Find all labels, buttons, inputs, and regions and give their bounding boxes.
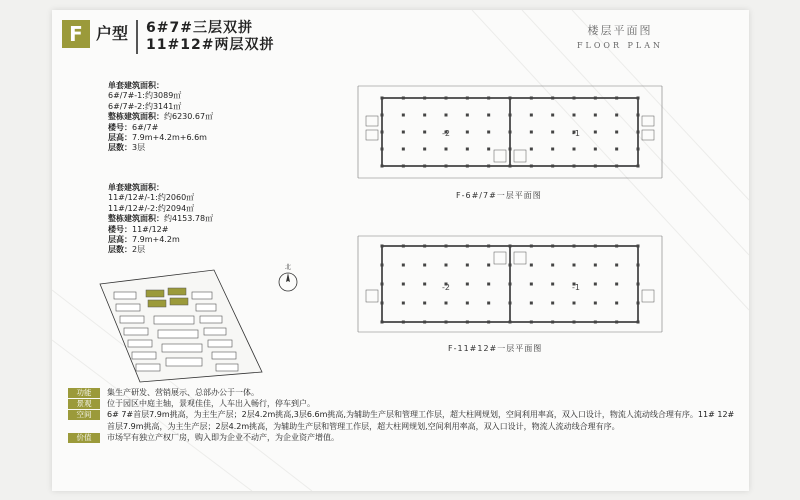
structural-column	[615, 97, 618, 100]
structural-column	[423, 131, 426, 134]
structural-column	[487, 97, 490, 100]
structural-column	[551, 245, 554, 248]
building-row	[108, 123, 213, 133]
structural-column	[530, 165, 533, 168]
site-building	[124, 328, 148, 335]
structural-column	[594, 165, 597, 168]
feature-row	[68, 409, 738, 431]
floor-plan-heading	[577, 22, 663, 50]
height-value: 7.9m+4.2m	[132, 235, 180, 245]
feature-tag: 空间	[68, 410, 100, 420]
unit-label-right: -1	[572, 283, 580, 292]
structural-column	[509, 165, 512, 168]
structural-column	[530, 264, 533, 267]
site-building	[120, 316, 144, 323]
structural-column	[551, 97, 554, 100]
site-building	[212, 352, 236, 359]
structural-column	[466, 131, 469, 134]
north-label: 北	[284, 264, 291, 271]
structural-column	[509, 114, 512, 117]
unit-label-left: -2	[442, 129, 450, 138]
structural-column	[637, 131, 640, 134]
unit-area-1: 11#/12#/-1:约2060㎡	[108, 193, 195, 203]
structural-column	[423, 283, 426, 286]
floors-value: 2层	[132, 245, 146, 255]
structural-column	[509, 97, 512, 100]
structural-column	[637, 245, 640, 248]
structural-column	[445, 245, 448, 248]
structural-column	[466, 114, 469, 117]
structural-column	[530, 114, 533, 117]
structural-column	[445, 302, 448, 305]
site-building	[114, 292, 136, 299]
structural-column	[381, 264, 384, 267]
structural-column	[615, 264, 618, 267]
height-row	[108, 133, 213, 143]
structural-column	[402, 283, 405, 286]
info-block-11-12	[108, 183, 213, 256]
feature-text: 6# 7#首层7.9m挑高，为主生产层；2层4.2m挑高,3层6.6m挑高,为辅助生产层和管理工作层，超大柱网规划，空间利用率高，双入口设计，物流人流动线合理有序。11# 12#首层7.9m挑高，为主生产层；2层4.2m挑高，为辅助生产层和管理工作层，超大柱网规划,空间利用率高，双入口设计，物流人流动线合理有序。	[107, 410, 735, 431]
structural-column	[381, 131, 384, 134]
structural-column	[487, 302, 490, 305]
header-divider	[136, 20, 138, 54]
structural-column	[530, 97, 533, 100]
floor-plan-1-caption: F-6#/7#一层平面图	[456, 191, 542, 200]
site-building	[208, 340, 232, 347]
site-building	[204, 328, 226, 335]
height-value: 7.9m+4.2m+6.6m	[132, 133, 207, 143]
structural-column	[615, 283, 618, 286]
structural-column	[509, 245, 512, 248]
site-building	[136, 364, 160, 371]
floor-plan-6-7	[344, 82, 677, 182]
north-compass	[277, 262, 299, 297]
height-label: 层高：	[108, 235, 132, 245]
structural-column	[445, 97, 448, 100]
header-titles	[146, 20, 274, 54]
structural-column	[551, 165, 554, 168]
structural-column	[530, 131, 533, 134]
structural-column	[402, 148, 405, 151]
structural-column	[487, 114, 490, 117]
height-label: 层高：	[108, 133, 132, 143]
structural-column	[551, 283, 554, 286]
floors-value: 3层	[132, 143, 146, 153]
structural-column	[445, 264, 448, 267]
structural-column	[573, 245, 576, 248]
brochure-page	[52, 10, 749, 491]
structural-column	[423, 165, 426, 168]
structural-column	[509, 264, 512, 267]
site-plan	[96, 264, 266, 384]
building-label: 楼号：	[108, 224, 132, 234]
structural-column	[573, 97, 576, 100]
structural-column	[573, 148, 576, 151]
structural-column	[487, 165, 490, 168]
structural-column	[466, 97, 469, 100]
structural-column	[615, 321, 618, 324]
title-line-1: 6#7#三层双拼	[146, 20, 253, 36]
structural-column	[615, 165, 618, 168]
structural-column	[594, 245, 597, 248]
structural-column	[445, 321, 448, 324]
structural-column	[551, 302, 554, 305]
structural-column	[466, 283, 469, 286]
structural-column	[530, 302, 533, 305]
feature-text: 集生产研发、营销展示、总部办公于一体。	[107, 388, 259, 397]
structural-column	[551, 114, 554, 117]
structural-column	[423, 97, 426, 100]
structural-column	[423, 321, 426, 324]
structural-column	[637, 114, 640, 117]
structural-column	[381, 148, 384, 151]
structural-column	[487, 131, 490, 134]
structural-column	[487, 245, 490, 248]
structural-column	[381, 165, 384, 168]
site-building	[200, 316, 222, 323]
structural-column	[487, 148, 490, 151]
structural-column	[466, 321, 469, 324]
feature-text: 市场罕有独立产权厂房，购入即为企业不动产，为企业资产增值。	[107, 432, 339, 442]
site-building	[154, 316, 194, 324]
floor-plan-en: FLOOR PLAN	[576, 41, 663, 50]
structural-column	[445, 165, 448, 168]
structural-column	[423, 148, 426, 151]
structural-column	[594, 131, 597, 134]
feature-tag: 功能	[68, 388, 100, 398]
site-building	[162, 344, 202, 352]
structural-column	[509, 321, 512, 324]
structural-column	[594, 97, 597, 100]
structural-column	[637, 302, 640, 305]
floors-label: 层数：	[108, 143, 132, 153]
area-label: 单套建筑面积：	[108, 81, 164, 90]
structural-column	[466, 148, 469, 151]
header	[62, 20, 274, 54]
structural-column	[530, 148, 533, 151]
structural-column	[637, 165, 640, 168]
structural-column	[615, 148, 618, 151]
structural-column	[509, 148, 512, 151]
feature-row	[68, 432, 738, 443]
structural-column	[381, 97, 384, 100]
structural-column	[530, 321, 533, 324]
structural-column	[637, 97, 640, 100]
structural-column	[381, 245, 384, 248]
unit-area-1: 6#/7#-1:约3089㎡	[108, 91, 182, 101]
total-area-row	[108, 112, 213, 122]
structural-column	[615, 131, 618, 134]
feature-row	[68, 387, 738, 398]
site-building	[132, 352, 156, 359]
structural-column	[402, 97, 405, 100]
floor-plan-11-12	[344, 232, 677, 336]
structural-column	[637, 321, 640, 324]
structural-column	[402, 165, 405, 168]
structural-column	[466, 245, 469, 248]
type-badge: F	[62, 20, 90, 48]
total-area-value: 约6230.67㎡	[164, 112, 214, 122]
structural-column	[594, 283, 597, 286]
feature-tag: 价值	[68, 433, 100, 443]
structural-column	[466, 264, 469, 267]
building-value: 6#/7#	[132, 122, 159, 132]
structural-column	[402, 321, 405, 324]
building-label: 楼号：	[108, 122, 132, 132]
structural-column	[423, 245, 426, 248]
structural-column	[551, 131, 554, 134]
title-line-2: 11#12#两层双拼	[146, 37, 275, 53]
total-area-label: 整栋建筑面积：	[108, 112, 164, 122]
floors-row	[108, 143, 213, 153]
site-building	[192, 292, 212, 299]
floors-row	[108, 245, 213, 255]
structural-column	[573, 114, 576, 117]
building-value: 11#/12#	[132, 224, 169, 234]
structural-column	[594, 114, 597, 117]
structural-column	[530, 245, 533, 248]
type-label: 户型	[96, 24, 129, 43]
structural-column	[637, 264, 640, 267]
height-row	[108, 235, 213, 245]
site-building	[196, 304, 216, 311]
feature-tag: 景观	[68, 399, 100, 409]
feature-text: 位于园区中庭主轴，景观佳佳，人车出入畅行，停车到户。	[107, 399, 315, 409]
structural-column	[615, 245, 618, 248]
structural-column	[615, 114, 618, 117]
structural-column	[487, 264, 490, 267]
structural-column	[445, 114, 448, 117]
structural-column	[615, 302, 618, 305]
structural-column	[594, 148, 597, 151]
floors-label: 层数：	[108, 245, 132, 255]
feature-row	[68, 398, 738, 409]
structural-column	[573, 264, 576, 267]
info-block-6-7	[108, 81, 213, 154]
structural-column	[573, 302, 576, 305]
structural-column	[530, 283, 533, 286]
structural-column	[637, 283, 640, 286]
feature-descriptions	[68, 387, 738, 443]
structural-column	[594, 302, 597, 305]
unit-area-2: 11#/12#/-2:约2094㎡	[108, 203, 195, 213]
floor-plan-2-caption: F-11#12#一层平面图	[448, 344, 543, 353]
total-area-value: 约4153.78㎡	[164, 214, 214, 224]
structural-column	[381, 283, 384, 286]
structural-column	[594, 321, 597, 324]
unit-label-left: -2	[442, 283, 450, 292]
structural-column	[487, 321, 490, 324]
structural-column	[423, 114, 426, 117]
building-row	[108, 225, 213, 235]
structural-column	[445, 148, 448, 151]
site-building	[216, 364, 238, 371]
total-area-row	[108, 214, 213, 224]
structural-column	[402, 245, 405, 248]
structural-column	[402, 302, 405, 305]
structural-column	[402, 131, 405, 134]
structural-column	[509, 283, 512, 286]
structural-column	[487, 283, 490, 286]
structural-column	[509, 131, 512, 134]
compass-icon	[277, 271, 299, 293]
area-label: 单套建筑面积：	[108, 183, 164, 192]
unit-label-right: -1	[572, 129, 580, 138]
site-building	[158, 330, 198, 338]
structural-column	[381, 114, 384, 117]
structural-column	[573, 321, 576, 324]
site-building	[166, 358, 202, 366]
structural-column	[594, 264, 597, 267]
site-building	[128, 340, 152, 347]
structural-column	[551, 264, 554, 267]
structural-column	[509, 302, 512, 305]
structural-column	[423, 264, 426, 267]
site-building	[116, 304, 140, 311]
structural-column	[466, 302, 469, 305]
structural-column	[402, 264, 405, 267]
unit-area-2: 6#/7#-2:约3141㎡	[108, 101, 182, 111]
structural-column	[381, 321, 384, 324]
structural-column	[551, 148, 554, 151]
structural-column	[466, 165, 469, 168]
structural-column	[551, 321, 554, 324]
floor-plan-cn: 楼层平面图	[587, 24, 653, 37]
structural-column	[637, 148, 640, 151]
structural-column	[423, 302, 426, 305]
structural-column	[402, 114, 405, 117]
total-area-label: 整栋建筑面积：	[108, 214, 164, 224]
structural-column	[573, 165, 576, 168]
structural-column	[381, 302, 384, 305]
